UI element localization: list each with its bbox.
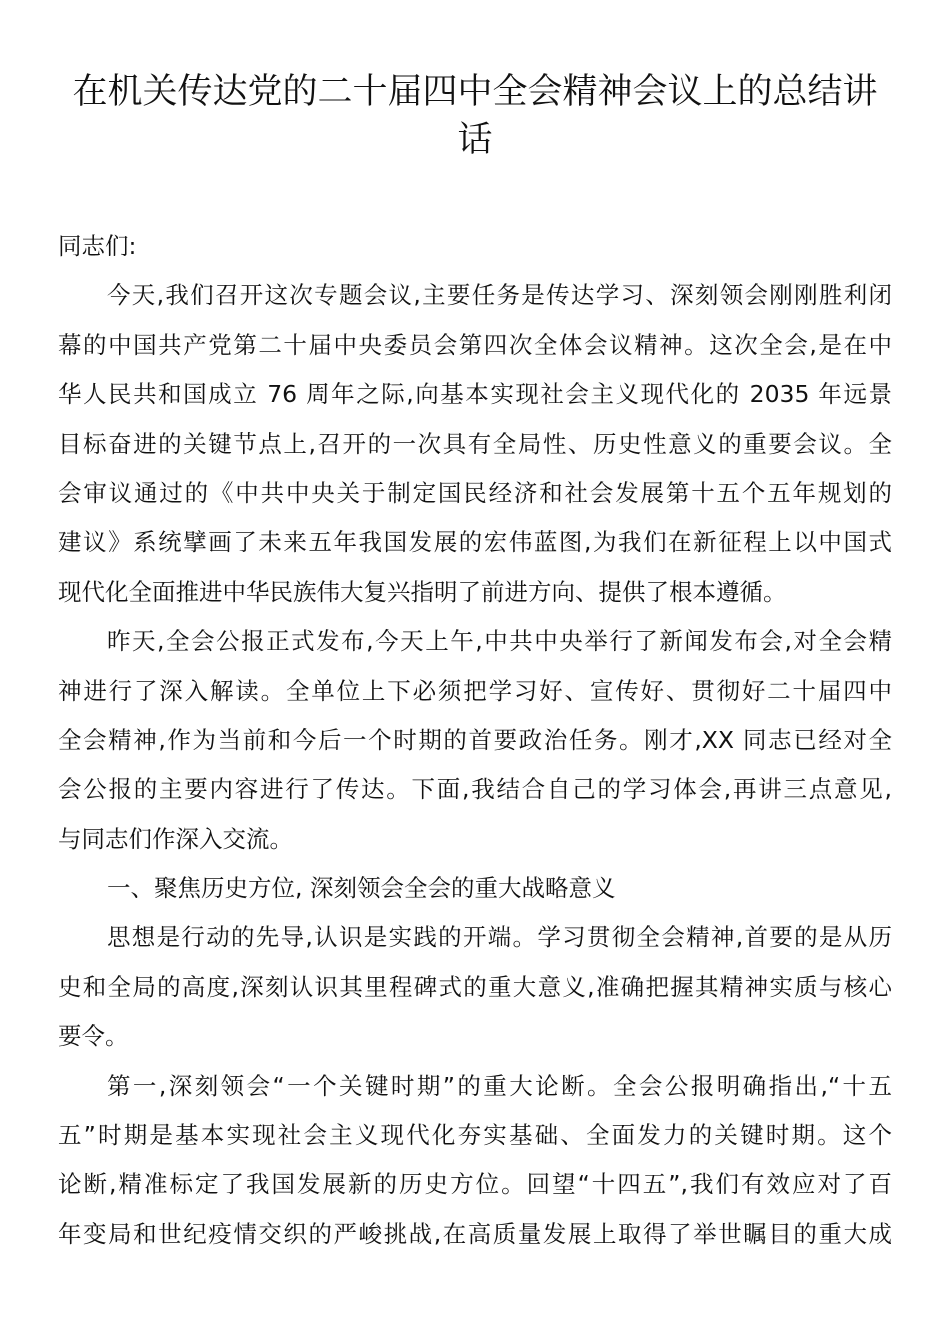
paragraph-line: 目标奋进的关键节点上,召开的一次具有全局性、历史性意义的重要会议。全: [58, 429, 892, 458]
paragraph-line: 论断,精准标定了我国发展新的历史方位。回望“十四五”,我们有效应对了百: [58, 1170, 892, 1199]
paragraph-line: 神进行了深入解读。全单位上下必须把学习好、宣传好、贯彻好二十届四中: [58, 676, 892, 705]
paragraph-line: 昨天,全会公报正式发布,今天上午,中共中央举行了新闻发布会,对全会精: [107, 627, 892, 656]
section-heading: 一、聚焦历史方位, 深刻领会全会的重大战略意义: [107, 874, 616, 903]
paragraph-line: 会公报的主要内容进行了传达。下面,我结合自己的学习体会,再讲三点意见,: [58, 775, 892, 804]
title-line: 在机关传达党的二十届四中全会精神会议上的总结讲: [72, 72, 878, 112]
document-title: [58, 68, 892, 164]
paragraph-line: 第一,深刻领会“一个关键时期”的重大论断。全会公报明确指出,“十五: [107, 1071, 892, 1100]
paragraph-line: 幕的中国共产党第二十届中央委员会第四次全体会议精神。这次全会,是在中: [58, 330, 892, 359]
paragraph-line: 五”时期是基本实现社会主义现代化夯实基础、全面发力的关键时期。这个: [58, 1121, 892, 1150]
title-line: 话: [457, 120, 493, 160]
paragraph-line: 建议》系统擘画了未来五年我国发展的宏伟蓝图,为我们在新征程上以中国式: [58, 528, 892, 557]
paragraph-line: 思想是行动的先导,认识是实践的开端。学习贯彻全会精神,首要的是从历: [107, 923, 892, 952]
paragraph-line: 华人民共和国成立 76 周年之际,向基本实现社会主义现代化的 2035 年远景: [58, 380, 892, 409]
paragraph-line: 年变局和世纪疫情交织的严峻挑战,在高质量发展上取得了举世瞩目的重大成: [58, 1219, 892, 1248]
paragraph-line: 与同志们作深入交流。: [58, 824, 293, 853]
document-body: [58, 222, 892, 1259]
paragraph-line: 要令。: [58, 1022, 129, 1051]
paragraph-line: 今天,我们召开这次专题会议,主要任务是传达学习、深刻领会刚刚胜利闭: [107, 281, 892, 310]
salutation: 同志们:: [58, 232, 137, 260]
paragraph-line: 现代化全面推进中华民族伟大复兴指明了前进方向、提供了根本遵循。: [58, 577, 787, 606]
paragraph-line: 会审议通过的《中共中央关于制定国民经济和社会发展第十五个五年规划的: [58, 478, 892, 507]
paragraph-line: 全会精神,作为当前和今后一个时期的首要政治任务。刚才,XX 同志已经对全: [58, 725, 892, 754]
paragraph-line: 史和全局的高度,深刻认识其里程碑式的重大意义,准确把握其精神实质与核心: [58, 972, 892, 1001]
